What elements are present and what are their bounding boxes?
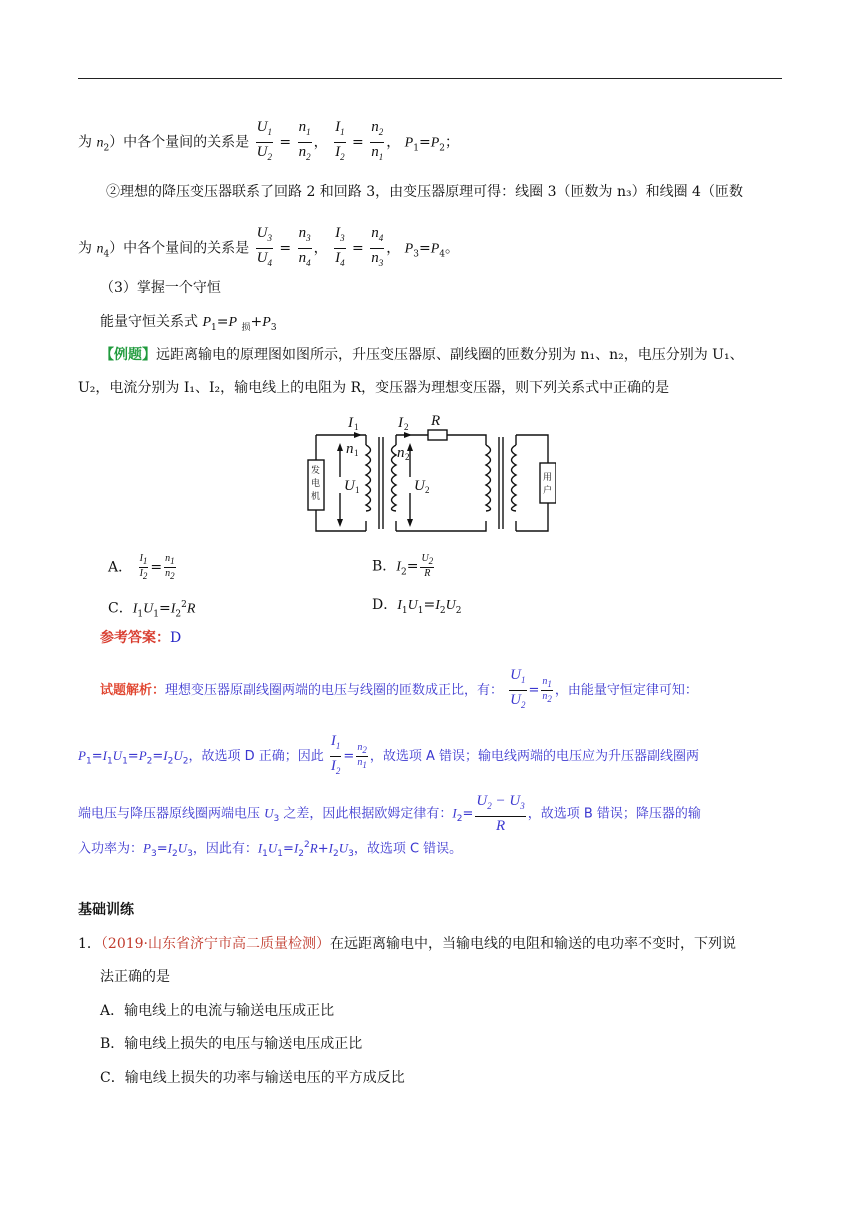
circuit-diagram xyxy=(300,405,556,537)
question-1-line-2: 法正确的是 xyxy=(100,969,170,985)
label-R: R xyxy=(431,413,441,429)
fraction-u1-u2: $\frac{U_1}{U_2}$ xyxy=(256,119,272,162)
text-prefix: 为 xyxy=(78,134,97,151)
energy-conservation-line: 能量守恒关系式 $P_1=P$ $_损+P_3$ xyxy=(100,314,277,333)
relation-line-2: 为 $n_4$）中各个量间的关系是 $\frac{U_3}{U_4}$ = $\frac{n_3}{n_4}$ ， $\frac{I_3}{I_4}$ = $\frac{n_4}{n_3}$ ， $P_3=P_4$。 xyxy=(78,225,459,268)
question-1-option-b[interactable]: B．输电线上损失的电压与输送电压成正比 xyxy=(100,1036,363,1052)
label-I1: I xyxy=(348,415,353,431)
text-mid: ）中各个量间的关系是 xyxy=(109,134,250,151)
analysis-line-1: 试题解析：理想变压器原副线圈两端的电压与线圈的匝数成正比，有： $\frac{U_1}{U_2}$ = $\frac{n_1}{n_2}$ ，由能量守恒定律可知： xyxy=(100,667,698,710)
answer-value: D xyxy=(170,630,182,646)
question-1-option-c[interactable]: C．输电线上损失的功率与输送电压的平方成反比 xyxy=(100,1070,405,1086)
svg-text:1: 1 xyxy=(355,485,360,495)
answer-label: 参考答案： xyxy=(100,630,170,646)
label-U2: U xyxy=(414,478,425,494)
question-source: （2019·山东省济宁市高二质量检测） xyxy=(100,936,331,952)
question-1-option-a[interactable]: A．输电线上的电流与输送电压成正比 xyxy=(100,1003,335,1019)
fraction-i1-i2: $\frac{I_1}{I_2}$ xyxy=(335,119,345,162)
paragraph-step-down: ②理想的降压变压器联系了回路 2 和回路 3，由变压器原理可得：线圈 3（匝数为 n₃）和线圈 4（匝数 xyxy=(106,184,743,200)
section-conservation: （3）掌握一个守恒 xyxy=(100,280,221,296)
fraction-n2-n1: $\frac{n_2}{n_1}$ xyxy=(371,119,384,162)
answer-line xyxy=(100,628,181,648)
fraction-n1-n2: $\frac{n_1}{n_2}$ xyxy=(298,119,311,162)
label-n1: n xyxy=(346,441,354,457)
example-line-1: 【例题】远距离输电的原理图如图所示，升压变压器原、副线圈的匝数分别为 n₁、n₂，电压分别为 U₁、 xyxy=(100,347,744,363)
svg-text:1: 1 xyxy=(354,448,359,458)
section-basic-training: 基础训练 xyxy=(78,902,134,918)
svg-text:电: 电 xyxy=(311,479,321,489)
relation-line-1: 为 $n_2$）中各个量间的关系是 $\frac{U_1}{U_2}$ = $\frac{n_1}{n_2}$ ， $\frac{I_1}{I_2}$ = $\frac{n_2}{n_1}$ ， $P_1=P_2$； xyxy=(78,118,459,167)
analysis-line-2: $P_1=I_1U_1=P_2=I_2U_2$，故选项 D 正确；因此 $\frac{I_1}{I_2}$ = $\frac{n_2}{n_1}$ ，故选项 A 错误；输电线两端的电压应为升压器副线圈两 xyxy=(78,733,699,776)
label-n2: n xyxy=(397,445,405,461)
svg-text:2: 2 xyxy=(425,485,430,495)
label-I2: I xyxy=(398,415,403,431)
option-d[interactable]: D．$I_1U_1=I_2U_2$ xyxy=(372,597,462,616)
svg-text:发: 发 xyxy=(311,466,321,476)
analysis-line-3: 端电压与降压器原线圈两端电压 $U_3$ 之差，因此根据欧姆定律有：$I_2=$ $\frac{U_2 - U_3}{R}$ ，故选项 B 错误；降压器的输 xyxy=(78,793,701,834)
option-b[interactable]: B．$I_2=$ $\frac{U_2}{R}$ xyxy=(372,553,434,579)
label-U1: U xyxy=(344,478,355,494)
example-line-2: U₂，电流分别为 I₁、I₂，输电线上的电阻为 R，变压器为理想变压器，则下列关系式中正确的是 xyxy=(78,380,670,396)
header-rule xyxy=(78,78,782,79)
svg-text:户: 户 xyxy=(543,486,553,496)
svg-text:用: 用 xyxy=(543,473,553,483)
svg-text:1: 1 xyxy=(354,422,359,432)
example-tag: 【例题】 xyxy=(100,347,156,363)
svg-text:机: 机 xyxy=(311,492,321,502)
option-c[interactable]: C．$I_1U_1=I_2^2R$ xyxy=(108,600,196,620)
svg-text:2: 2 xyxy=(405,452,410,462)
analysis-line-4: 入功率为：$P_3=I_2U_3$，因此有：$I_1U_1=I_2^2R+I_2U_3$，故选项 C 错误。 xyxy=(78,840,463,859)
option-a[interactable]: A． $\frac{I_1}{I_2}$ = $\frac{n_1}{n_2}$ xyxy=(108,553,175,581)
svg-text:2: 2 xyxy=(404,422,409,432)
question-1-line-1: 1．（2019·山东省济宁市高二质量检测）在远距离输电中，当输电线的电阻和输送的电功率不变时，下列说 xyxy=(78,936,737,952)
